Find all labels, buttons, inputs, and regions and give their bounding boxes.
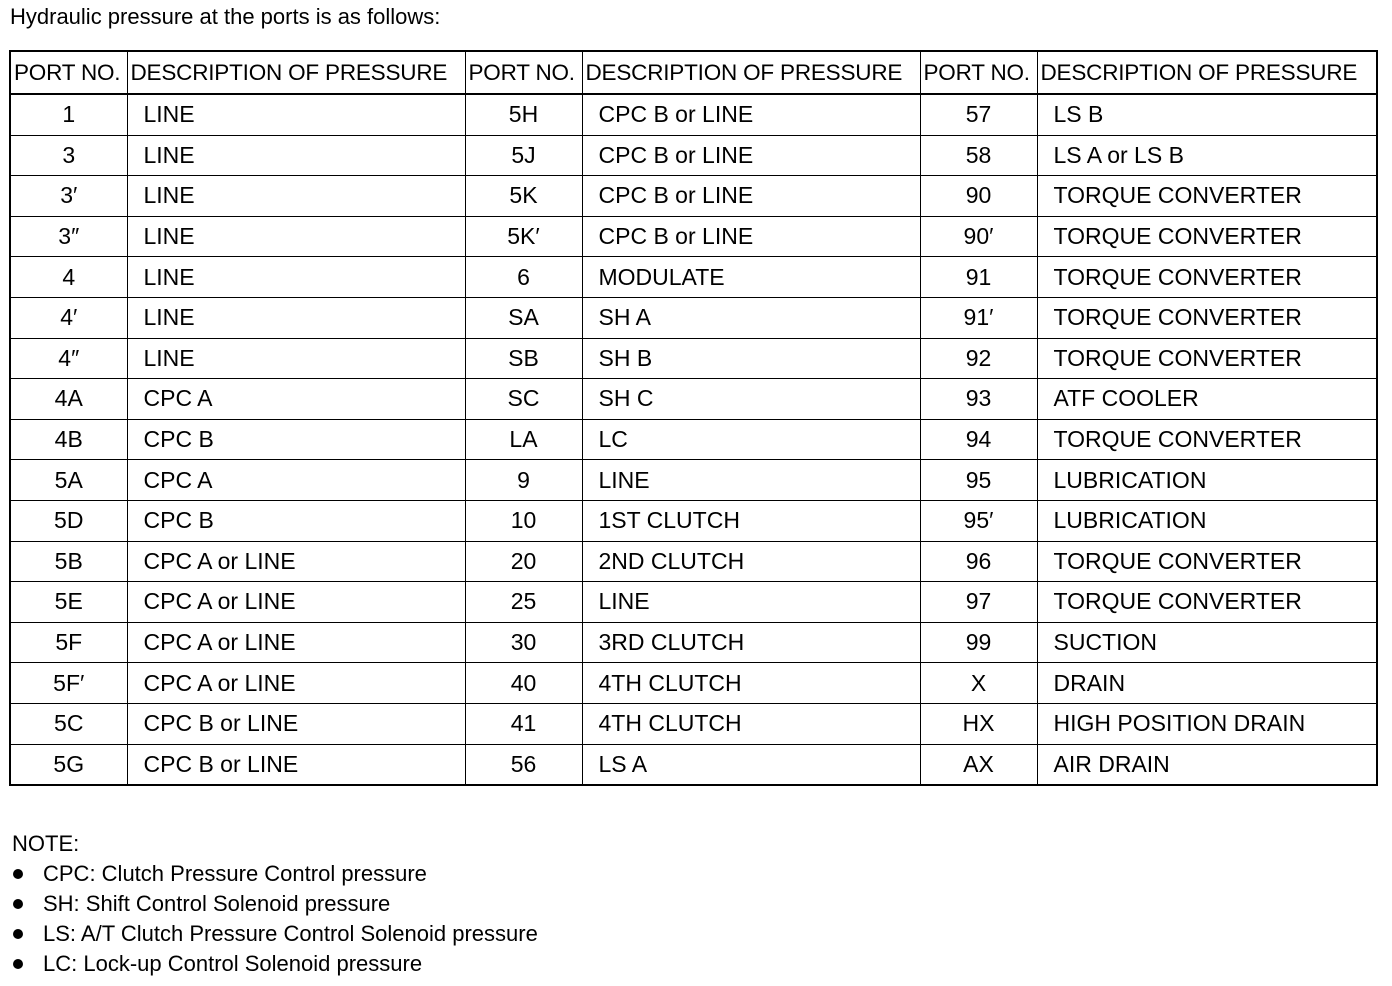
pressure-description-cell: SH C [582, 379, 920, 420]
port-number-cell: SB [465, 338, 582, 379]
pressure-description-cell: MODULATE [582, 257, 920, 298]
table-row [10, 622, 1377, 663]
header-port-no-3: PORT NO. [920, 51, 1037, 94]
table-row [10, 744, 1377, 785]
port-number-cell: 56 [465, 744, 582, 785]
pressure-description-cell: 1ST CLUTCH [582, 500, 920, 541]
port-number-cell: 4′ [10, 297, 127, 338]
port-number-cell: 93 [920, 379, 1037, 420]
port-number-cell: 5D [10, 500, 127, 541]
pressure-description-cell: CPC B or LINE [127, 703, 465, 744]
port-number-cell: 3″ [10, 216, 127, 257]
table-row [10, 297, 1377, 338]
pressure-description-cell: CPC A or LINE [127, 663, 465, 704]
table-row [10, 703, 1377, 744]
port-number-cell: LA [465, 419, 582, 460]
port-number-cell: 95 [920, 460, 1037, 501]
port-number-cell: 5J [465, 135, 582, 176]
port-number-cell: 9 [465, 460, 582, 501]
table-row [10, 582, 1377, 623]
bullet-dot-icon [13, 959, 23, 969]
port-number-cell: 97 [920, 582, 1037, 623]
port-number-cell: 5H [465, 94, 582, 135]
pressure-description-cell: AIR DRAIN [1037, 744, 1377, 785]
pressure-description-cell: LUBRICATION [1037, 500, 1377, 541]
port-pressure-table [9, 50, 1378, 786]
note-item [12, 859, 538, 889]
table-row [10, 94, 1377, 135]
port-number-cell: 5A [10, 460, 127, 501]
table-body [10, 94, 1377, 785]
port-number-cell: 1 [10, 94, 127, 135]
note-text: SH: Shift Control Solenoid pressure [43, 891, 391, 916]
table-row [10, 176, 1377, 217]
port-number-cell: 91 [920, 257, 1037, 298]
pressure-description-cell: SH B [582, 338, 920, 379]
pressure-description-cell: CPC A [127, 460, 465, 501]
note-text: CPC: Clutch Pressure Control pressure [43, 861, 427, 886]
pressure-description-cell: LC [582, 419, 920, 460]
table-row [10, 135, 1377, 176]
table-row [10, 379, 1377, 420]
pressure-description-cell: LINE [127, 94, 465, 135]
port-number-cell: 91′ [920, 297, 1037, 338]
pressure-description-cell: TORQUE CONVERTER [1037, 297, 1377, 338]
port-number-cell: 5B [10, 541, 127, 582]
pressure-description-cell: TORQUE CONVERTER [1037, 216, 1377, 257]
pressure-description-cell: CPC B [127, 500, 465, 541]
table-header-row [10, 51, 1377, 94]
pressure-description-cell: LINE [127, 216, 465, 257]
port-number-cell: 10 [465, 500, 582, 541]
pressure-description-cell: 2ND CLUTCH [582, 541, 920, 582]
pressure-description-cell: CPC A or LINE [127, 622, 465, 663]
port-number-cell: 58 [920, 135, 1037, 176]
header-port-no-2: PORT NO. [465, 51, 582, 94]
table-row [10, 216, 1377, 257]
port-number-cell: 5F [10, 622, 127, 663]
header-description-3: DESCRIPTION OF PRESSURE [1037, 51, 1377, 94]
pressure-description-cell: 4TH CLUTCH [582, 703, 920, 744]
pressure-description-cell: LS A [582, 744, 920, 785]
port-number-cell: 41 [465, 703, 582, 744]
pressure-description-cell: CPC B or LINE [127, 744, 465, 785]
pressure-description-cell: TORQUE CONVERTER [1037, 257, 1377, 298]
pressure-description-cell: 3RD CLUTCH [582, 622, 920, 663]
note-item [12, 949, 538, 979]
port-number-cell: AX [920, 744, 1037, 785]
pressure-description-cell: SUCTION [1037, 622, 1377, 663]
note-item [12, 919, 538, 949]
pressure-description-cell: LINE [582, 582, 920, 623]
pressure-description-cell: HIGH POSITION DRAIN [1037, 703, 1377, 744]
note-item [12, 889, 538, 919]
port-number-cell: 90 [920, 176, 1037, 217]
table-row [10, 460, 1377, 501]
pressure-description-cell: CPC B or LINE [582, 176, 920, 217]
table-row [10, 541, 1377, 582]
table-row [10, 663, 1377, 704]
pressure-description-cell: LS A or LS B [1037, 135, 1377, 176]
port-number-cell: 5C [10, 703, 127, 744]
port-number-cell: 4A [10, 379, 127, 420]
pressure-description-cell: TORQUE CONVERTER [1037, 176, 1377, 217]
port-number-cell: 25 [465, 582, 582, 623]
pressure-description-cell: LINE [127, 135, 465, 176]
pressure-description-cell: LS B [1037, 94, 1377, 135]
note-text: LC: Lock-up Control Solenoid pressure [43, 951, 423, 976]
pressure-description-cell: LINE [582, 460, 920, 501]
pressure-description-cell: TORQUE CONVERTER [1037, 338, 1377, 379]
pressure-description-cell: CPC B or LINE [582, 135, 920, 176]
port-number-cell: 95′ [920, 500, 1037, 541]
pressure-description-cell: CPC B or LINE [582, 216, 920, 257]
pressure-description-cell: LINE [127, 176, 465, 217]
header-description-1: DESCRIPTION OF PRESSURE [127, 51, 465, 94]
table-row [10, 257, 1377, 298]
table-row [10, 500, 1377, 541]
note-text: LS: A/T Clutch Pressure Control Solenoid pressure [43, 921, 538, 946]
port-number-cell: 92 [920, 338, 1037, 379]
pressure-description-cell: LINE [127, 297, 465, 338]
bullet-dot-icon [13, 929, 23, 939]
port-number-cell: 3 [10, 135, 127, 176]
pressure-description-cell: CPC A [127, 379, 465, 420]
port-number-cell: 20 [465, 541, 582, 582]
pressure-description-cell: CPC A or LINE [127, 582, 465, 623]
port-number-cell: SA [465, 297, 582, 338]
port-number-cell: 96 [920, 541, 1037, 582]
port-number-cell: 4 [10, 257, 127, 298]
pressure-description-cell: TORQUE CONVERTER [1037, 541, 1377, 582]
pressure-description-cell: DRAIN [1037, 663, 1377, 704]
port-number-cell: 30 [465, 622, 582, 663]
port-number-cell: 5E [10, 582, 127, 623]
note-list [12, 859, 538, 979]
pressure-description-cell: LINE [127, 338, 465, 379]
pressure-description-cell: SH A [582, 297, 920, 338]
pressure-description-cell: CPC A or LINE [127, 541, 465, 582]
port-number-cell: 5K′ [465, 216, 582, 257]
pressure-description-cell: 4TH CLUTCH [582, 663, 920, 704]
pressure-description-cell: CPC B or LINE [582, 94, 920, 135]
port-number-cell: 6 [465, 257, 582, 298]
port-number-cell: SC [465, 379, 582, 420]
pressure-description-cell: CPC B [127, 419, 465, 460]
port-number-cell: HX [920, 703, 1037, 744]
port-number-cell: 3′ [10, 176, 127, 217]
port-number-cell: 5K [465, 176, 582, 217]
notes-section [12, 829, 538, 979]
port-number-cell: 94 [920, 419, 1037, 460]
port-number-cell: X [920, 663, 1037, 704]
port-number-cell: 4B [10, 419, 127, 460]
table-row [10, 338, 1377, 379]
port-number-cell: 99 [920, 622, 1037, 663]
bullet-dot-icon [13, 899, 23, 909]
bullet-dot-icon [13, 869, 23, 879]
port-number-cell: 90′ [920, 216, 1037, 257]
port-number-cell: 5F′ [10, 663, 127, 704]
pressure-description-cell: LUBRICATION [1037, 460, 1377, 501]
pressure-description-cell: LINE [127, 257, 465, 298]
port-number-cell: 57 [920, 94, 1037, 135]
header-description-2: DESCRIPTION OF PRESSURE [582, 51, 920, 94]
table-row [10, 419, 1377, 460]
pressure-description-cell: TORQUE CONVERTER [1037, 419, 1377, 460]
port-number-cell: 4″ [10, 338, 127, 379]
header-port-no-1: PORT NO. [10, 51, 127, 94]
port-number-cell: 40 [465, 663, 582, 704]
pressure-description-cell: TORQUE CONVERTER [1037, 582, 1377, 623]
note-title: NOTE: [12, 831, 80, 856]
pressure-description-cell: ATF COOLER [1037, 379, 1377, 420]
intro-text: Hydraulic pressure at the ports is as follows: [10, 4, 441, 29]
port-number-cell: 5G [10, 744, 127, 785]
